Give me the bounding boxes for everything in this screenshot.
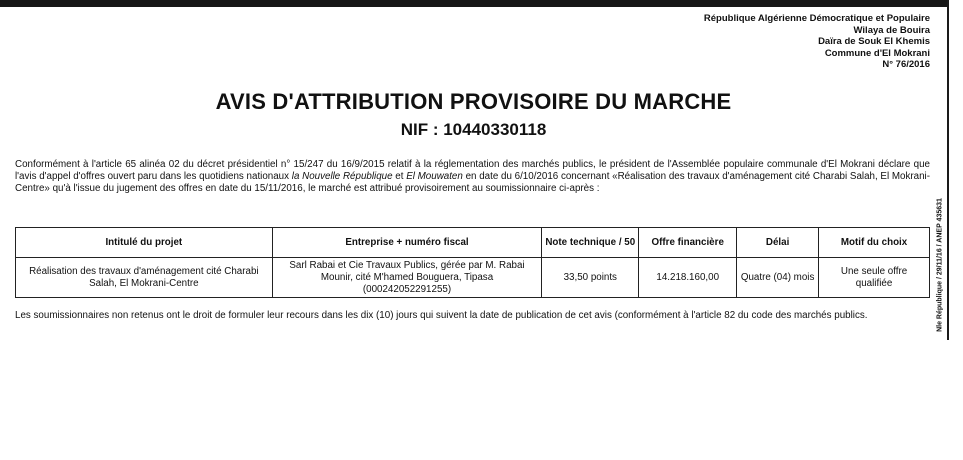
newspaper-1: la Nouvelle République [291, 171, 393, 183]
cell-offer: 14.218.160,00 [639, 258, 737, 298]
right-border [947, 0, 949, 340]
intro-part-2: et [392, 171, 407, 183]
top-border [0, 0, 947, 7]
header-delay: Délai [737, 228, 819, 258]
table-row [16, 258, 930, 298]
header-project: Intitulé du projet [16, 228, 273, 258]
cell-delay: Quatre (04) mois [737, 258, 819, 298]
header-line-republic: République Algérienne Démocratique et Populaire [703, 13, 930, 24]
header-line-number: N° 76/2016 [882, 59, 930, 70]
cell-project: Réalisation des travaux d'aménagement cité Charabi Salah, El Mokrani-Centre [16, 258, 273, 298]
cell-company: Sarl Rabai et Cie Travaux Publics, gérée par M. Rabai Mounir, cité M'hamed Bouguera, Tipasa (000242052291255) [272, 258, 542, 298]
nif-number: NIF : 10440330118 [400, 120, 547, 139]
appeal-notice: Les soumissionnaires non retenus ont le droit de formuler leur recours dans les dix (10) jours qui suivent la date de publication de cet avis (conformément à l'article 82 du code des marchés publics. [15, 310, 868, 321]
header-reason: Motif du choix [819, 228, 930, 258]
cell-tech-note: 33,50 points [542, 258, 639, 298]
award-table [15, 227, 930, 298]
table-header-row [16, 228, 930, 258]
header-line-daira: Daïra de Souk El Khemis [818, 36, 930, 47]
header-tech-note: Note technique / 50 [542, 228, 639, 258]
issuer-header [704, 13, 930, 71]
intro-part-3: en date du 6/10/2016 concernant «Réalisation des travaux d'aménagement cité Charabi Salah, El Mokrani-Centre» qu'à l'issue du jugement des offres en date du 15/11/2016, le marché est attribué provisoirement au soumissionnaire ci-après : [15, 171, 930, 195]
header-line-wilaya: Wilaya de Bouira [853, 24, 930, 36]
header-line-commune: Commune d'El Mokrani [824, 47, 930, 59]
intro-paragraph [15, 159, 930, 196]
notice-title: AVIS D'ATTRIBUTION PROVISOIRE DU MARCHE [215, 89, 732, 114]
header-offer: Offre financière [639, 228, 737, 258]
publication-reference [934, 190, 946, 340]
cell-reason: Une seule offre qualifiée [819, 258, 930, 298]
publication-reference-text: Nle République / 29/11/16 / ANEP 435631 [936, 198, 944, 332]
intro-part-1: Conformément à l'article 65 alinéa 02 du décret présidentiel n° 15/247 du 16/9/2015 relatif à la réglementation des marchés publics, le président de l'Assemblée populaire communale d'El Mokrani déclare que l'avis d'appel d'offres ouvert paru dans les quotidiens nationaux [15, 159, 930, 183]
header-company: Entreprise + numéro fiscal [272, 228, 542, 258]
newspaper-2: El Mouwaten [406, 171, 463, 183]
